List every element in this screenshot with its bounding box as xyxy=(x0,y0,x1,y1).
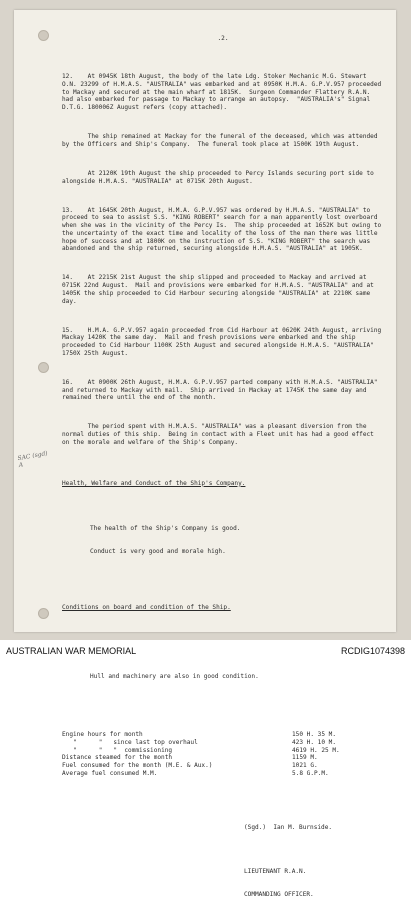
health-heading: Health, Welfare and Conduct of the Ship's Company. xyxy=(62,479,246,487)
engine-stats-table xyxy=(62,731,362,777)
stats-row: Distance steamed for the month 1159 M. xyxy=(62,754,318,762)
paragraph-16-period: The period spent with H.M.A.S. "AUSTRALIA" was a pleasant diversion from the normal duties of this ship. Being in contact with a Fleet unit has had a good effect on the morale and welfare of the Ship's Company. xyxy=(62,423,378,446)
handwritten-margin-note: SAC (sgd) A xyxy=(17,449,49,470)
stats-row: Engine hours for month 150 H. 35 M. xyxy=(62,731,337,739)
paragraph-13: 13. At 1645K 20th August, H.M.A. G.P.V.957 was ordered by H.M.A.S. "AUSTRALIA" to proceed to sea to assist S.S. "KING ROBERT" search for a man apparently lost overboard when she was in the vicinity of the Percy Is. The ship proceeded at 1652K but owing to the uncertainty of the exact time and locality of the loss of the man there was little hope of success and at 1800K on the instruction of S.S. "KING ROBERT" the search was abandoned and the ship returned, securing alongside H.M.A.S. "AUSTRALIA" at 1905K. xyxy=(62,206,385,253)
page-number: .2. xyxy=(217,35,229,43)
stats-row: Average fuel consumed M.M. 5.8 G.P.M. xyxy=(62,769,329,777)
report-body xyxy=(62,20,384,921)
archive-name: AUSTRALIAN WAR MEMORIAL xyxy=(6,646,137,656)
signatory-role: COMMANDING OFFICER. xyxy=(244,890,314,898)
punch-hole xyxy=(38,362,49,373)
stats-row: " " since last top overhaul 423 H. 10 M. xyxy=(62,738,337,746)
signatory-rank: LIEUTENANT R.A.N. xyxy=(244,867,307,875)
health-line: The health of the Ship's Company is good. xyxy=(90,525,241,533)
signature-line: (Sgd.) Ian M. Burnside. xyxy=(244,823,333,831)
paragraph-12-funeral: The ship remained at Mackay for the funeral of the deceased, which was attended by the Officers and Ship's Company. The funeral took place at 1500K 19th August. xyxy=(62,133,382,148)
stats-row: " " " commissioning 4619 H. 25 M. xyxy=(62,746,340,754)
punch-hole xyxy=(38,608,49,619)
stats-row: Fuel consumed for the month (M.E. & Aux.) 1021 G. xyxy=(62,762,318,770)
punch-hole xyxy=(38,30,49,41)
paragraph-12-percy: At 2120K 19th August the ship proceeded to Percy Islands securing port side to alongside H.M.A.S. "AUSTRALIA" at 0715K 20th August. xyxy=(62,169,378,185)
signature-block xyxy=(244,809,384,914)
paragraph-15: 15. H.M.A. G.P.V.957 again proceeded from Cid Harbour at 0620K 24th August, arriving Mackay 1420K the same day. Mail and fresh provisions were embarked and the ship proceeded to Cid Harbour 1100K 25th August and secured alongside H.M.A.S. "AUSTRALIA" 1750X 25th August. xyxy=(62,326,385,357)
record-id: RCDIG1074398 xyxy=(340,646,405,656)
paragraph-14: 14. At 2215K 21st August the ship slipped and proceeded to Mackay and arrived at 0715K 22nd August. Mail and provisions were embarked for H.M.A.S. "AUSTRALIA" and at 1405K the ship proceeded to Cid Harbour securing alongside "AUSTRALIA" at 2210K same day. xyxy=(62,274,378,305)
paragraph-12: 12. At 0945K 18th August, the body of the late Ldg. Stoker Mechanic M.G. Stewart O.N. 23299 of H.M.A.S. "AUSTRALIA" was embarked and at 0950K H.M.A. G.P.V.957 proceeded to Mackay and secured at the main wharf at 1815K. Surgeon Commander Flattery R.A.N. had also embarked for passage to Mackay to arrange an autopsy. "AUSTRALIA's" Signal D.T.G. 180006Z August refers (copy attached). xyxy=(62,73,385,112)
hull-line: Hull and machinery are also in good condition. xyxy=(90,673,259,681)
archive-footer xyxy=(0,640,411,666)
conduct-line: Conduct is very good and morale high. xyxy=(90,548,226,556)
paragraph-16: 16. At 0900K 26th August, H.M.A. G.P.V.957 parted company with H.M.A.S. "AUSTRALIA" and returned to Mackay with mail. Ship arrived in Mackay at 1745K the same day and remained there until the end of the month. xyxy=(62,378,382,402)
health-section xyxy=(62,510,384,572)
condition-heading: Conditions on board and condition of the Ship. xyxy=(62,604,231,612)
